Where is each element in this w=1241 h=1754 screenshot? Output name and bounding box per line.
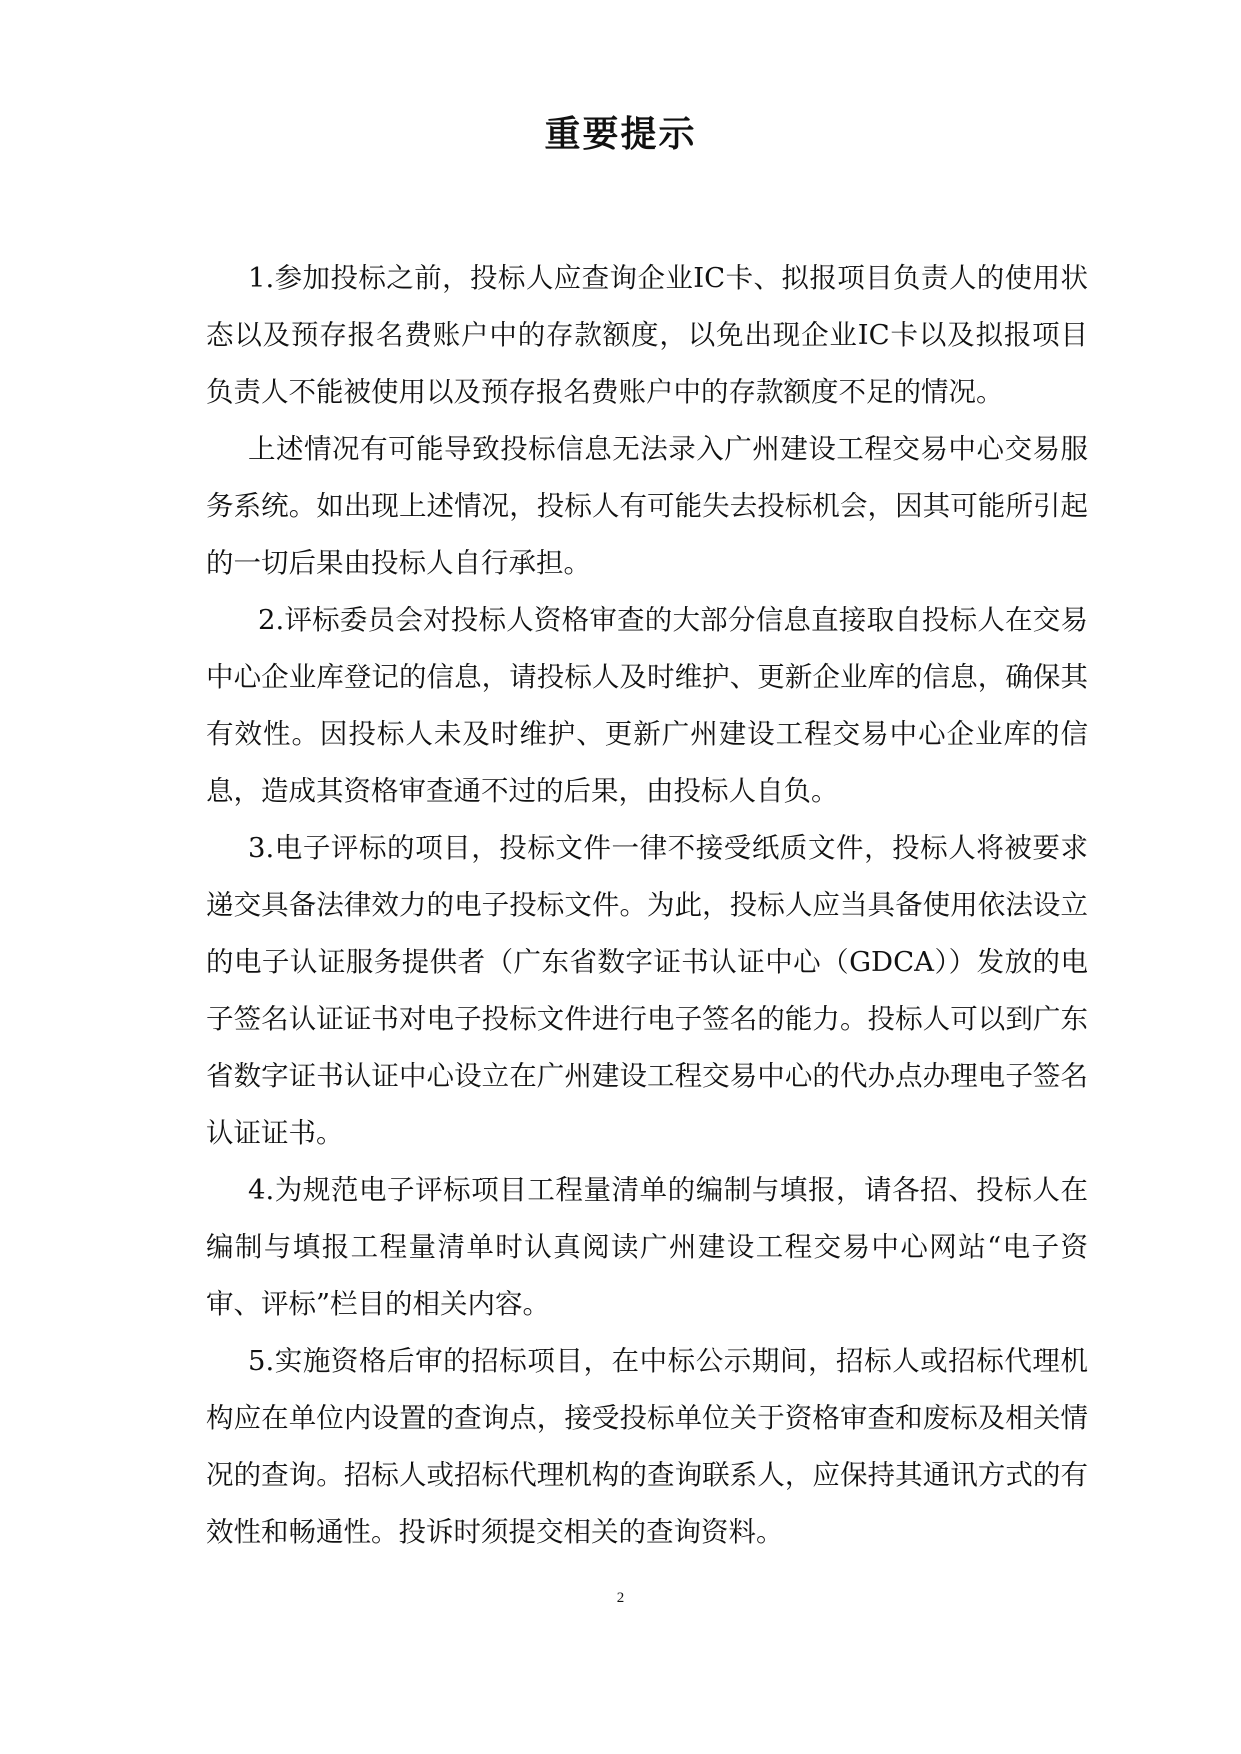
paragraph-item-4: 4.为规范电子评标项目工程量清单的编制与填报，请各招、投标人在编制与填报工程量清单时认真阅读广州建设工程交易中心网站“电子资审、评标”栏目的相关内容。 (206, 1174, 1088, 1320)
paragraph-item-2: 2.评标委员会对投标人资格审查的大部分信息直接取自投标人在交易中心企业库登记的信息，请投标人及时维护、更新企业库的信息，确保其有效性。因投标人未及时维护、更新广州建设工程交易中心企业库的信息，造成其资格审查通不过的后果，由投标人自负。 (206, 604, 1088, 807)
page-title: 重要提示 (544, 113, 697, 155)
paragraph-item-5: 5.实施资格后审的招标项目，在中标公示期间，招标人或招标代理机构应在单位内设置的查询点，接受投标单位关于资格审查和废标及相关情况的查询。招标人或招标代理机构的查询联系人，应保持其通讯方式的有效性和畅通性。投诉时须提交相关的查询资料。 (206, 1345, 1088, 1548)
paragraph-item-1: 1.参加投标之前，投标人应查询企业IC卡、拟报项目负责人的使用状态以及预存报名费账户中的存款额度，以免出现企业IC卡以及拟报项目负责人不能被使用以及预存报名费账户中的存款额度不足的情况。 (206, 262, 1088, 408)
document-body (206, 250, 1088, 1561)
page-number: 2 (616, 1590, 625, 1606)
paragraph-consequence: 上述情况有可能导致投标信息无法录入广州建设工程交易中心交易服务系统。如出现上述情况，投标人有可能失去投标机会，因其可能所引起的一切后果由投标人自行承担。 (206, 433, 1088, 579)
paragraph-item-3: 3.电子评标的项目，投标文件一律不接受纸质文件，投标人将被要求递交具备法律效力的电子投标文件。为此，投标人应当具备使用依法设立的电子认证服务提供者（广东省数字证书认证中心（GDCA））发放的电子签名认证证书对电子投标文件进行电子签名的能力。投标人可以到广东省数字证书认证中心设立在广州建设工程交易中心的代办点办理电子签名认证证书。 (206, 832, 1088, 1149)
